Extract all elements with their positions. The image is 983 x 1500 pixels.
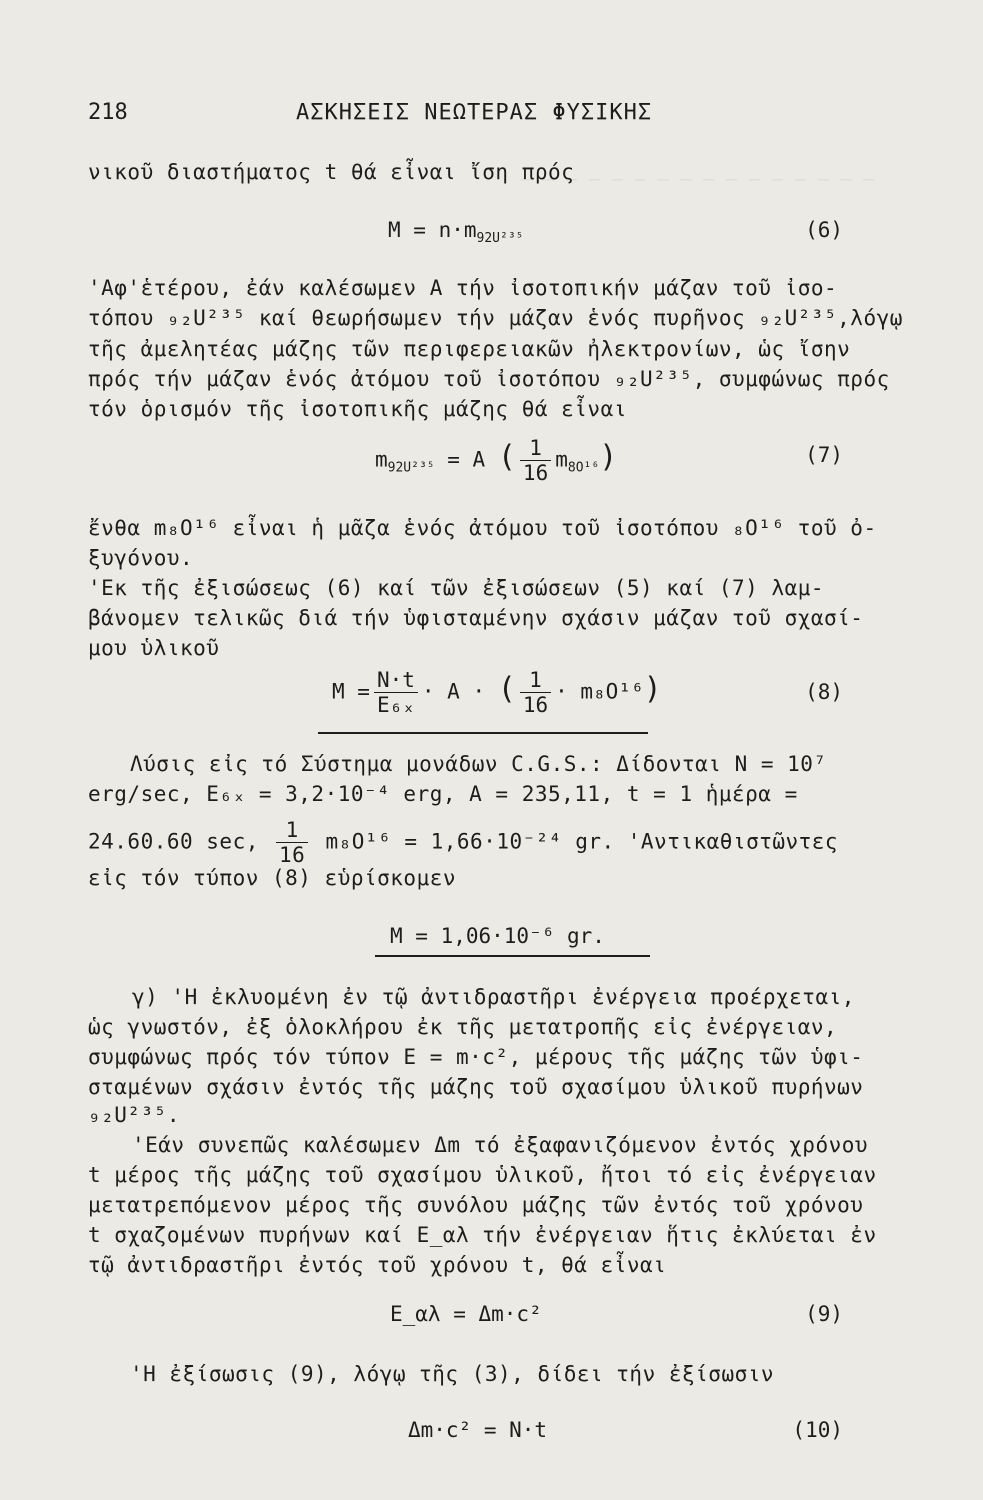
page-number: 218 [88, 100, 128, 125]
running-title: ΑΣΚΗΣΕΙΣ ΝΕΩΤΕΡΑΣ ΦΥΣΙΚΗΣ [296, 100, 653, 125]
text-line: t μέρος τῆς μάζης τοῦ σχασίμου ὑλικοῦ, ἤτοι τό εἰς ἐνέργειαν [88, 1163, 877, 1187]
text-line: 'Αφ'ἑτέρου, ἐάν καλέσωμεν A τήν ἰσοτοπικήν μάζαν τοῦ ἰσο- [88, 276, 838, 300]
text-line: βάνομεν τελικῶς διά τήν ὑφισταμένην σχάσιν μάζαν τοῦ σχασί- [88, 606, 864, 630]
text-line: συμφώνως πρός τόν τύπον E = m·c², μέρους τῆς μάζης τῶν ὑφι- [88, 1045, 864, 1069]
text-line: ₉₂U²³⁵. [88, 1103, 181, 1127]
text-line: 'Εάν συνεπῶς καλέσωμεν Δm τό ἐξαφανιζόμενον ἐντός χρόνου [132, 1133, 869, 1157]
text-line: πρός τήν μάζαν ἑνός ἀτόμου τοῦ ἰσοτόπου ₉₂U²³⁵, συμφώνως πρός [88, 367, 890, 391]
text-line: τόν ὁρισμόν τῆς ἰσοτοπικῆς μάζης θά εἶναι [88, 397, 627, 421]
equation-7: $m_{92U^{235}} = A$ ( $\frac{1}{16}$ $m_{8O^{16}}$) [375, 436, 618, 485]
result-underline [375, 955, 650, 957]
text-line: νικοῦ διαστήματος t θά εἶναι ἴση πρός [88, 160, 575, 184]
text-line: t σχαζομένων πυρήνων καί E_αλ τήν ἐνέργειαν ἥτις ἐκλύεται ἐν [88, 1223, 877, 1247]
text-line: Λύσις εἰς τό Σύστημα μονάδων C.G.S.: Δίδονται N = 10⁷ [130, 752, 827, 776]
text-line: τῷ ἀντιδραστῆρι ἐντός τοῦ χρόνου t, θά εἶναι [88, 1253, 667, 1277]
equation-6 [388, 218, 523, 246]
equation-number: (10) [792, 1418, 843, 1442]
bleed-through: — — — — — — — — — — — — — — — — [520, 168, 875, 190]
text-line: σταμένων σχάσιν ἐντός τῆς μάζης τοῦ σχασίμου ὑλικοῦ πυρήνων [88, 1075, 864, 1099]
text-line: ξυγόνου. [88, 546, 194, 570]
eq6-sub: 92U²³⁵ [476, 231, 524, 247]
result-equation: M = 1,06·10⁻⁶ gr. [390, 924, 605, 948]
equation-9: E_αλ = Δm·c² [390, 1302, 542, 1326]
text-line: 'Η ἐξίσωσις (9), λόγῳ τῆς (3), δίδει τήν ἐξίσωσιν [130, 1362, 775, 1386]
text-line: μετατρεπόμενον μέρος τῆς συνόλου μάζης τῶν ἐντός τοῦ χρόνου [88, 1193, 864, 1217]
result-underline [318, 732, 648, 734]
text-line: τῆς ἀμελητέας μάζης τῶν περιφερειακῶν ἠλεκτρονίων, ὡς ἴσην [88, 337, 851, 361]
text-line: ὡς γνωστόν, ἐξ ὁλοκλήρου ἐκ τῆς μετατροπῆς εἰς ἐνέργειαν, [88, 1015, 838, 1039]
equation-number: (8) [805, 680, 843, 704]
text-line: 'Εκ τῆς ἐξισώσεως (6) καί τῶν ἐξισώσεων (5) καί (7) λαμ- [88, 576, 825, 600]
equation-number: (6) [805, 218, 843, 242]
text-line: erg/sec, E₆ₓ = 3,2·10⁻⁴ erg, A = 235,11, t = 1 ἡμέρα = [88, 782, 798, 806]
text-line: μου ὑλικοῦ [88, 636, 220, 660]
equation-10: Δm·c² = N·t [408, 1418, 548, 1442]
text-line: εἰς τόν τύπον (8) εὑρίσκομεν [88, 866, 457, 890]
text-line: ἔνθα m₈O¹⁶ εἶναι ἡ μᾶζα ἑνός ἀτόμου τοῦ ἰσοτόπου ₈O¹⁶ τοῦ ὀ- [88, 516, 877, 540]
equation-number: (9) [805, 1302, 843, 1326]
equation-number: (7) [805, 443, 843, 467]
text-line: 24.60.60 sec, $\frac{1}{16}$ m₈O¹⁶ = 1,66·10⁻²⁴ gr. 'Αντικαθιστῶντες [88, 818, 839, 867]
text-line: γ) 'Η ἐκλυομένη ἐν τῷ ἀντιδραστῆρι ἐνέργεια προέρχεται, [132, 985, 855, 1009]
equation-8: M = $\frac{N\cdot t}{\text{E₆ₓ}}$ · A · ( $\frac{1}{16}$ · m₈O¹⁶) [332, 668, 662, 717]
eq6-left: M = n·m [388, 218, 477, 242]
text-line: τόπου ₉₂U²³⁵ καί θεωρήσωμεν τήν μάζαν ἑνός πυρῆνος ₉₂U²³⁵,λόγῳ [88, 306, 903, 330]
